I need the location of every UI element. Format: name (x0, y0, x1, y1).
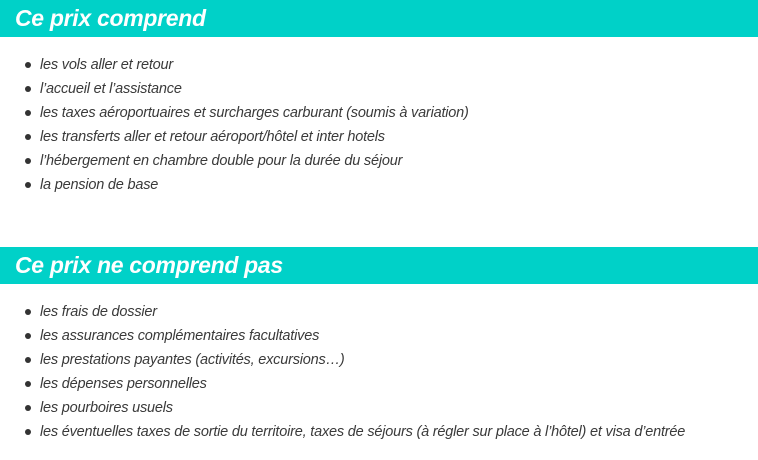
list-item-text: les vols aller et retour (40, 57, 174, 73)
list-item (0, 324, 685, 348)
bullet-icon (25, 357, 31, 363)
list-item (0, 149, 469, 173)
list-item (0, 348, 685, 372)
list-item-text: les assurances complémentaires facultatives (40, 328, 320, 344)
list-item (0, 77, 469, 101)
bullet-icon (25, 182, 31, 188)
list-item-text: les éventuelles taxes de sortie du territoire, taxes de séjours (à régler sur place à l’hôtel) et visa d’entrée (40, 424, 686, 440)
excluded-list (0, 300, 685, 444)
list-item (0, 101, 469, 125)
list-item (0, 300, 685, 324)
list-item (0, 396, 685, 420)
list-item-text: les transferts aller et retour aéroport/hôtel et inter hotels (40, 129, 385, 145)
list-item-text: l’hébergement en chambre double pour la durée du séjour (40, 153, 403, 169)
list-item (0, 372, 685, 396)
bullet-icon (25, 333, 31, 339)
bullet-icon (25, 86, 31, 92)
bullet-icon (25, 309, 31, 315)
included-banner (0, 0, 758, 37)
bullet-icon (25, 110, 31, 116)
list-item-text: les taxes aéroportuaires et surcharges carburant (soumis à variation) (40, 105, 469, 121)
list-item-text: les prestations payantes (activités, excursions…) (40, 352, 345, 368)
bullet-icon (25, 429, 31, 435)
list-item-text: les pourboires usuels (40, 400, 173, 416)
bullet-icon (25, 134, 31, 140)
bullet-icon (25, 381, 31, 387)
list-item-text: les dépenses personnelles (40, 376, 207, 392)
included-list (0, 53, 469, 197)
list-item-text: l’accueil et l’assistance (40, 81, 182, 97)
bullet-icon (25, 158, 31, 164)
list-item (0, 53, 469, 77)
excluded-banner (0, 247, 758, 284)
list-item-text: les frais de dossier (40, 304, 157, 320)
excluded-section (0, 247, 758, 440)
included-section (0, 0, 758, 193)
list-item-text: la pension de base (40, 177, 159, 193)
list-item (0, 173, 469, 197)
included-title: Ce prix comprend (15, 5, 206, 31)
bullet-icon (25, 62, 31, 68)
excluded-title: Ce prix ne comprend pas (15, 252, 283, 278)
list-item (0, 125, 469, 149)
bullet-icon (25, 405, 31, 411)
list-item (0, 420, 685, 444)
